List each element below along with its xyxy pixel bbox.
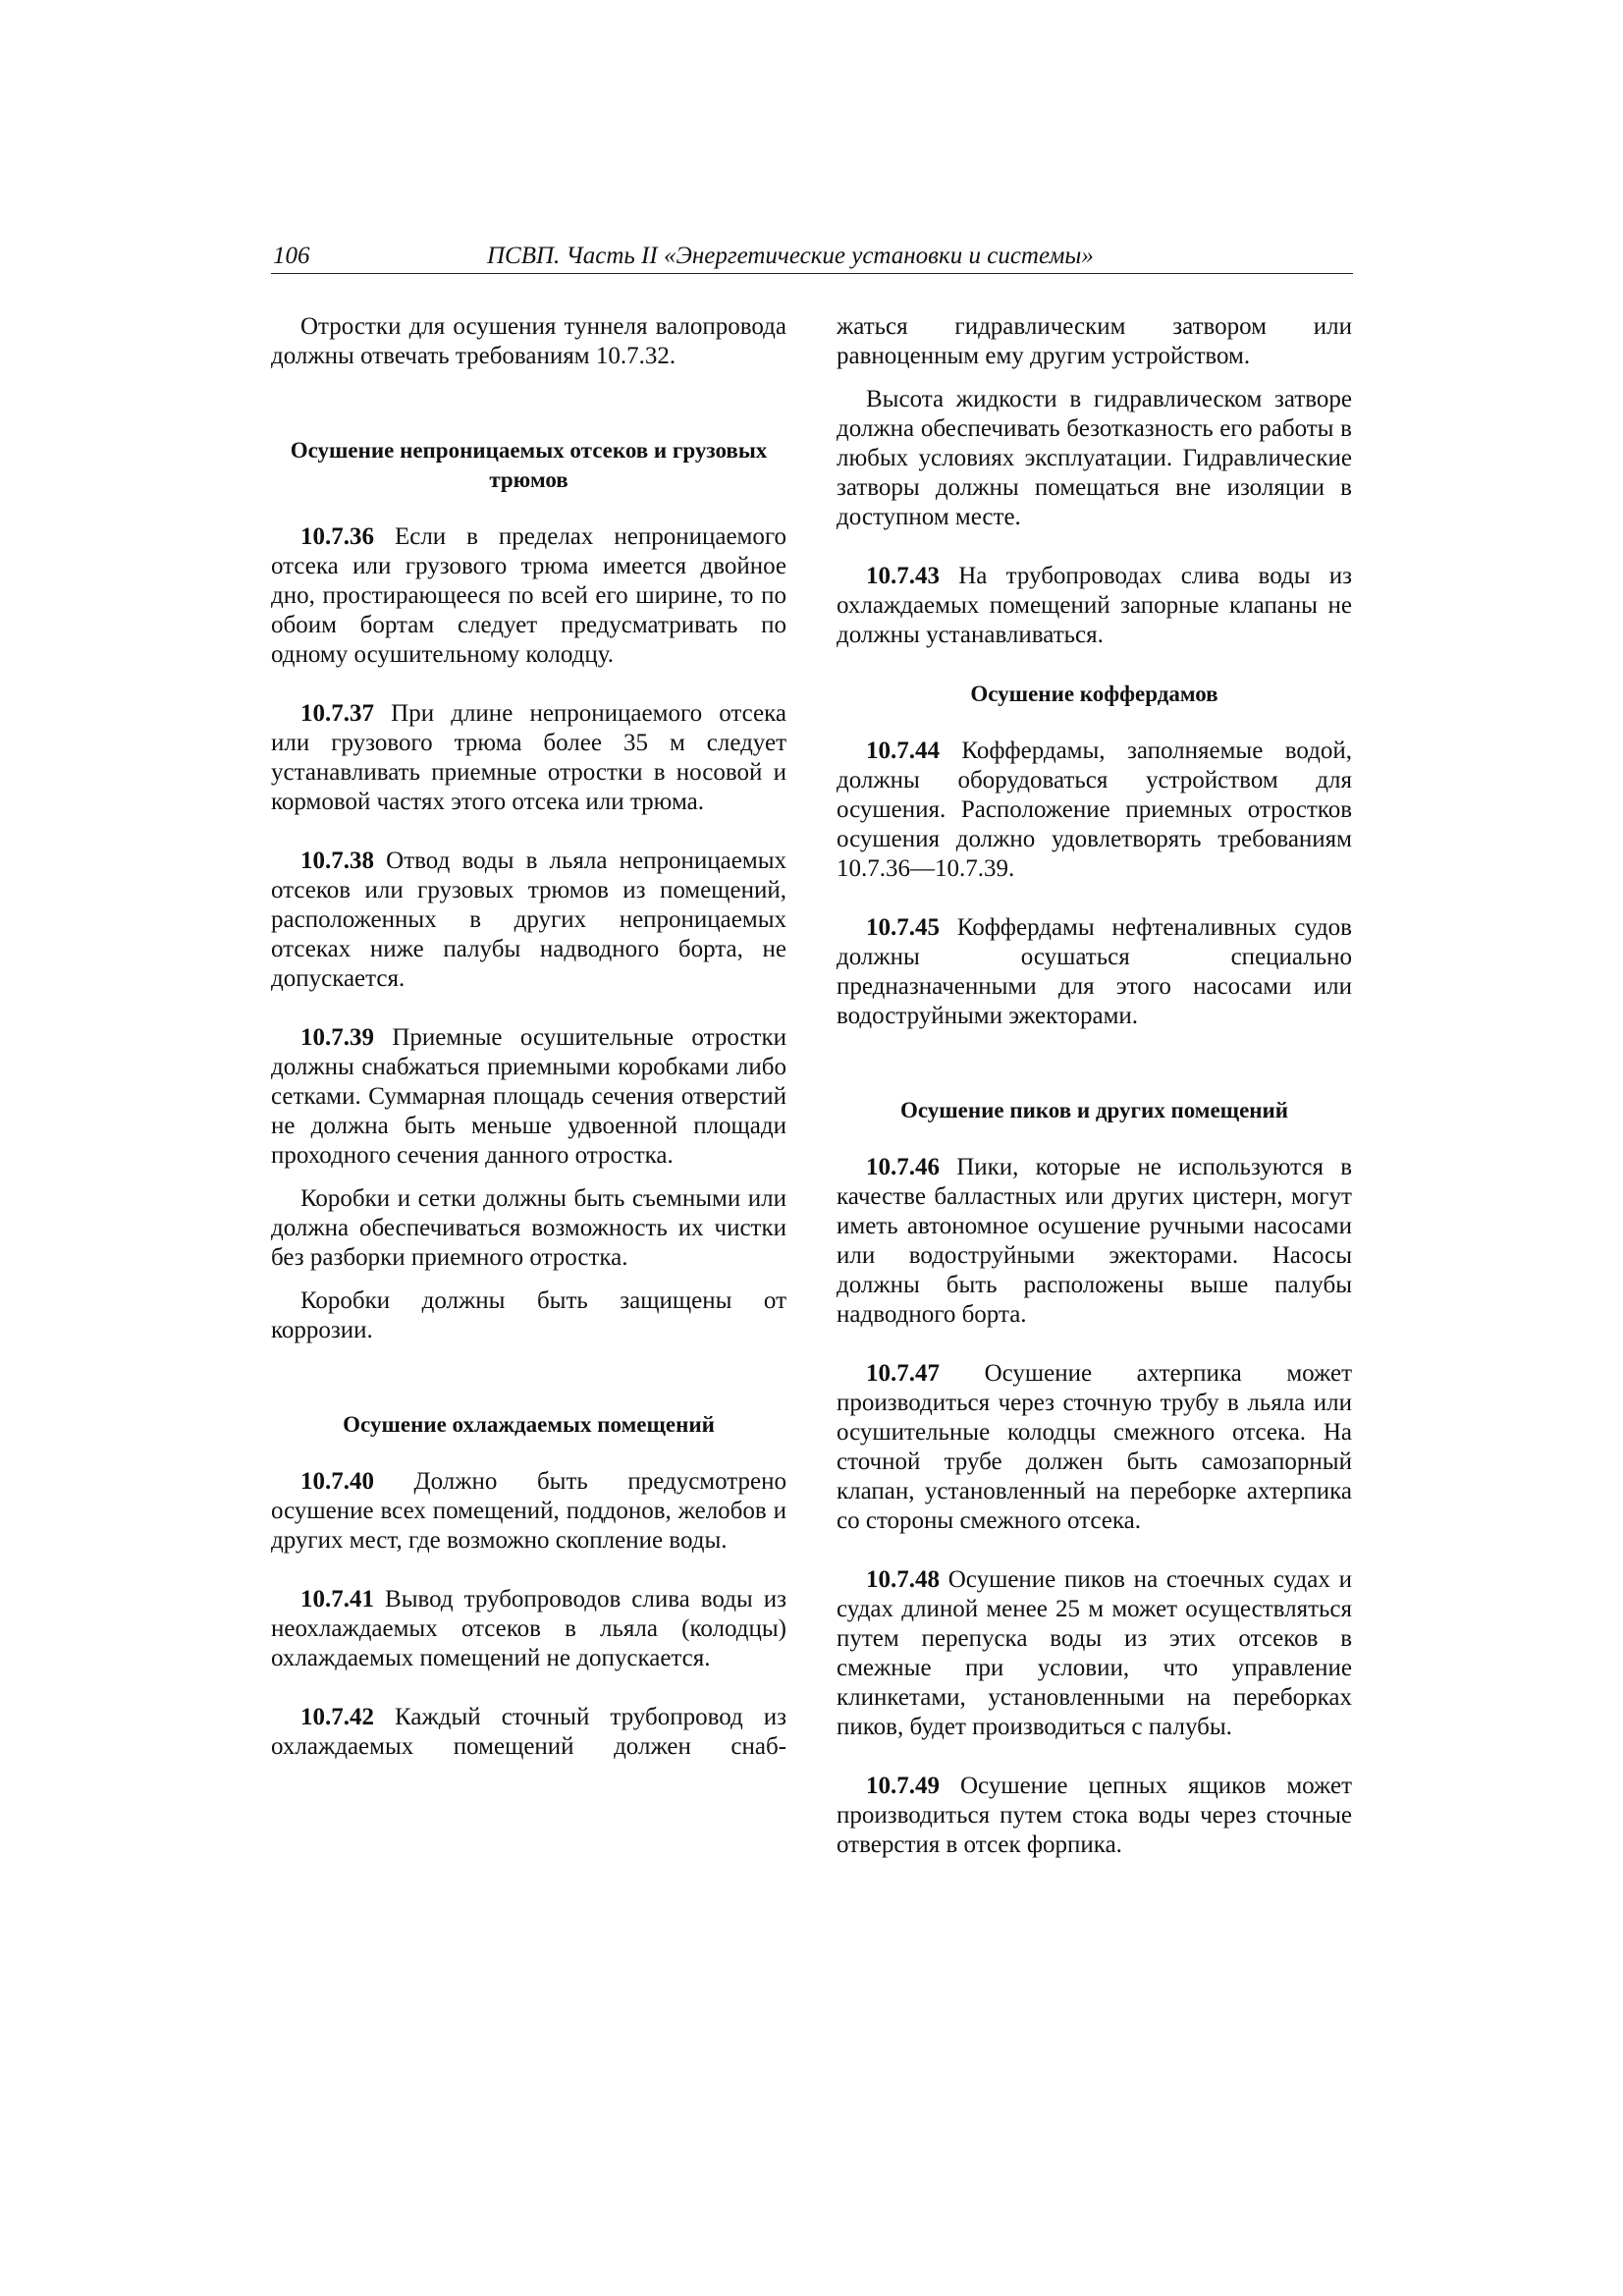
left-column xyxy=(271,312,786,1791)
paragraph-boxes-removable: Коробки и сетки должны быть съемными или должна обеспечиваться возможность их чистки без разборки приемного отростка. xyxy=(271,1185,786,1271)
clause-text: Каждый сточный трубопровод из охлаждаемых помещений должен снаб- xyxy=(271,1704,786,1760)
clause-number: 10.7.41 xyxy=(300,1586,374,1613)
clause-number: 10.7.49 xyxy=(866,1773,940,1799)
paragraph-hydraulic-seal: Высота жидкости в гидравлическом затворе должна обеспечивать безотказность его работы в любых условиях эксплуатации. Гидравлические затворы должны помещаться вне изоляции в доступном месте. xyxy=(837,386,1352,530)
clause-number: 10.7.37 xyxy=(300,700,374,727)
clause-text: Осушение пиков на стоечных судах и судах длиной менее 25 м может осуществляться путем перепуска воды из этих отсеков в смежные при условии, что управление клинкетами, установленными на переборках пиков, будет производиться с палубы. xyxy=(837,1566,1352,1740)
paragraph-10-7-40 xyxy=(271,1467,786,1556)
clause-text: Приемные осушительные отростки должны снабжаться приемными коробками либо сетками. Суммарная площадь сечения отверстий не должна быть меньше удвоенной площади проходного сечения данного отростка. xyxy=(271,1024,786,1169)
paragraph-10-7-41 xyxy=(271,1585,786,1673)
section-heading-cofferdams: Осушение коффердамов xyxy=(970,682,1218,706)
clause-text: Вывод трубопроводов слива воды из неохлаждаемых отсеков в льяла (колодцы) охлаждаемых помещений не допускается. xyxy=(271,1586,786,1671)
paragraph-10-7-43 xyxy=(837,562,1352,650)
clause-number: 10.7.48 xyxy=(866,1566,940,1593)
header-title: ПСВП. Часть II «Энергетические установки и системы» xyxy=(487,243,1094,269)
paragraph-10-7-45 xyxy=(837,913,1352,1031)
clause-text: Отвод воды в льяла непроницаемых отсеков или грузовых трюмов из помещений, расположенных в других непроницаемых отсеках ниже палубы надводного борта, не допускается. xyxy=(271,847,786,992)
paragraph-boxes-corrosion: Коробки должны быть защищены от коррозии. xyxy=(271,1287,786,1343)
paragraph-10-7-48 xyxy=(837,1565,1352,1742)
clause-number: 10.7.36 xyxy=(300,523,374,550)
clause-text: При длине непроницаемого отсека или грузового трюма более 35 м следует устанавливать приемные отростки в носовой и кормовой частях этого отсека или трюма. xyxy=(271,700,786,815)
right-column xyxy=(837,312,1352,1889)
running-header xyxy=(271,240,1353,274)
paragraph-10-7-46 xyxy=(837,1153,1352,1330)
clause-text: На трубопроводах слива воды из охлаждаемых помещений запорные клапаны не должны устанавливаться. xyxy=(837,563,1352,648)
paragraph-10-7-42 xyxy=(271,1703,786,1762)
paragraph-10-7-36 xyxy=(271,522,786,670)
clause-text: Осушение ахтерпика может производиться через сточную трубу в льяла или осушительные колодцы смежного отсека. На сточной трубе должен быть самозапорный клапан, установленный на переборке ахтерпика со стороны смежного отсека. xyxy=(837,1360,1352,1534)
clause-text: Если в пределах непроницаемого отсека или грузового трюма имеется двойное дно, простирающееся по всей его ширине, то по обоим бортам следует предусматривать по одному осушительному колодцу. xyxy=(271,523,786,668)
clause-text: Коффердамы нефтеналивных судов должны осушаться специально предназначенными для этого насосами или водоструйными эжекторами. xyxy=(837,914,1352,1029)
clause-number: 10.7.42 xyxy=(300,1704,374,1730)
paragraph-10-7-47 xyxy=(837,1359,1352,1536)
section-heading-peaks: Осушение пиков и других помещений xyxy=(899,1098,1289,1122)
page-number: 106 xyxy=(273,243,310,269)
paragraph-10-7-37 xyxy=(271,699,786,817)
paragraph-10-7-49 xyxy=(837,1772,1352,1860)
clause-number: 10.7.39 xyxy=(300,1024,374,1051)
clause-number: 10.7.44 xyxy=(866,738,940,764)
paragraph-10-7-38 xyxy=(271,847,786,994)
paragraph-intro: Отростки для осушения туннеля валопровода должны отвечать требованиям 10.7.32. xyxy=(271,313,786,369)
clause-text: Коффердамы, заполняемые водой, должны оборудоваться устройством для осушения. Расположение приемных отростков осушения должно удовлетворять требованиям 10.7.36—10.7.39. xyxy=(837,738,1352,882)
clause-number: 10.7.40 xyxy=(300,1468,374,1495)
clause-text: Должно быть предусмотрено осушение всех помещений, поддонов, желобов и других мест, где возможно скопление воды. xyxy=(271,1468,786,1554)
clause-number: 10.7.43 xyxy=(866,563,940,589)
paragraph-10-7-44 xyxy=(837,737,1352,884)
clause-number: 10.7.46 xyxy=(866,1154,940,1180)
clause-number: 10.7.45 xyxy=(866,914,940,941)
paragraph-10-7-39 xyxy=(271,1023,786,1171)
clause-number: 10.7.38 xyxy=(300,847,374,874)
clause-text: Осушение цепных ящиков может производиться путем стока воды через сточные отверстия в отсек форпика. xyxy=(837,1773,1352,1858)
section-heading-refrigerated: Осушение охлаждаемых помещений xyxy=(343,1412,715,1437)
section-heading-compartments: Осушение непроницаемых отсеков и грузовых трюмов xyxy=(290,438,768,492)
clause-text: Пики, которые не используются в качестве балластных или других цистерн, могут иметь автономное осушение ручными насосами или водоструйными эжекторами. Насосы должны быть расположены выше палубы надводного борта. xyxy=(837,1154,1352,1328)
clause-number: 10.7.47 xyxy=(866,1360,940,1387)
paragraph-10-7-42-continued: жаться гидравлическим затвором или равноценным ему другим устройством. xyxy=(837,313,1352,369)
